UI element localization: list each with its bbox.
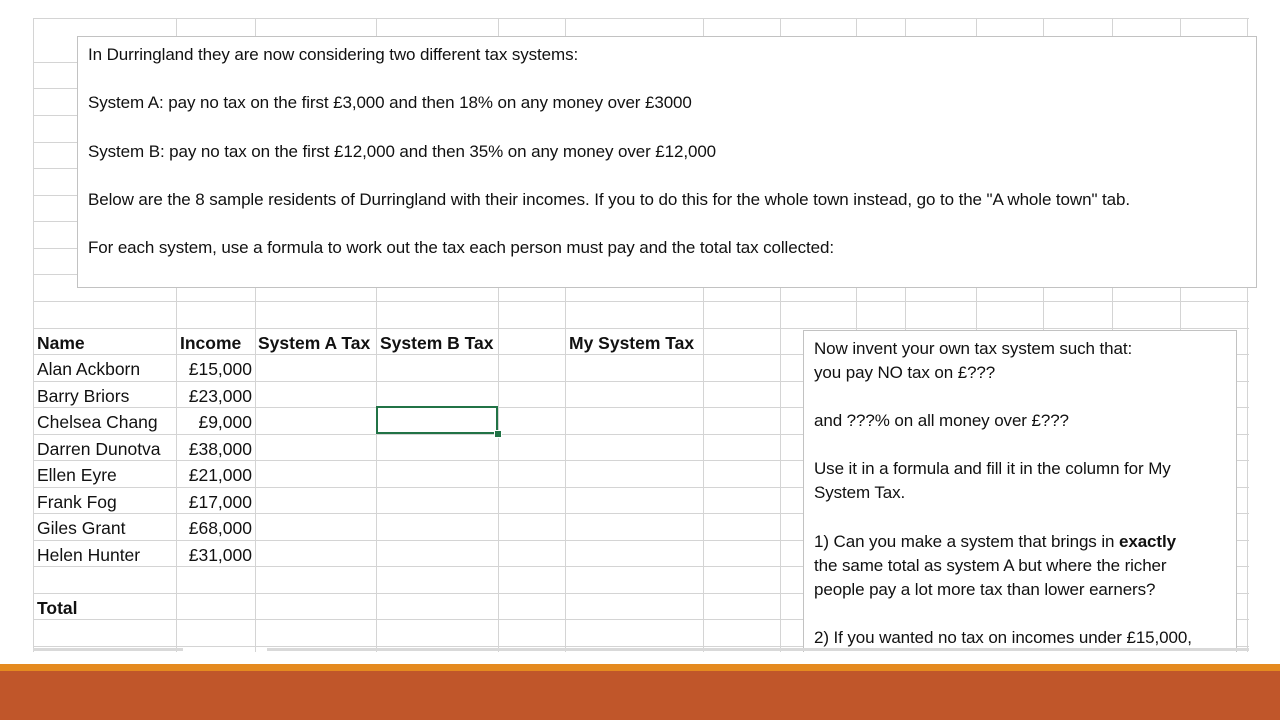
cell-name[interactable]: Barry Briors — [37, 386, 130, 406]
cell-income[interactable]: £21,000 — [188, 465, 252, 485]
question-line: the same total as system A but where the richer — [814, 556, 1167, 575]
cell-name[interactable]: Chelsea Chang — [37, 412, 158, 432]
cell-income[interactable]: £9,000 — [198, 412, 252, 432]
question-line: you pay NO tax on £??? — [814, 363, 996, 382]
cell-name[interactable]: Frank Fog — [37, 492, 117, 512]
question-line: people pay a lot more tax than lower earners? — [814, 580, 1156, 599]
intro-line-system-a: System A: pay no tax on the first £3,000 and then 18% on any money over £3000 — [88, 93, 692, 112]
intro-textbox[interactable] — [77, 36, 1257, 288]
scroll-edge — [33, 648, 183, 651]
gridline — [33, 301, 1249, 302]
fill-handle[interactable] — [494, 430, 502, 438]
question-line-2: 2) If you wanted no tax on incomes under £15,000, — [814, 628, 1192, 647]
questions-textbox[interactable] — [803, 330, 1237, 652]
cell-name[interactable]: Ellen Eyre — [37, 465, 117, 485]
intro-line-system-b: System B: pay no tax on the first £12,000 and then 35% on any money over £12,000 — [88, 142, 717, 161]
intro-line-1: In Durringland they are now considering two different tax systems: — [88, 45, 579, 64]
cell-name[interactable]: Darren Dunotva — [37, 439, 161, 459]
question-line: and ???% on all money over £??? — [814, 411, 1069, 430]
slide-footer-bar — [0, 671, 1280, 720]
header-system-a-tax[interactable]: System A Tax — [258, 333, 371, 353]
emphasis-exactly: exactly — [1118, 532, 1176, 551]
question-line: Use it in a formula and fill it in the column for My — [814, 459, 1171, 478]
question-line: System Tax. — [814, 483, 906, 502]
header-income[interactable]: Income — [180, 333, 242, 353]
gridline — [33, 18, 34, 652]
scroll-edge — [267, 648, 1249, 651]
cell-income[interactable]: £68,000 — [188, 518, 252, 538]
header-my-system-tax[interactable]: My System Tax — [569, 333, 695, 353]
cell-income[interactable]: £31,000 — [188, 545, 252, 565]
selected-cell[interactable] — [376, 406, 498, 434]
slide-accent-bar — [0, 664, 1280, 671]
gridline — [33, 328, 1249, 329]
cell-name[interactable]: Alan Ackborn — [37, 359, 141, 379]
question-text: 1) Can you make a system that brings in — [814, 532, 1119, 551]
cell-name[interactable]: Giles Grant — [37, 518, 126, 538]
header-system-b-tax[interactable]: System B Tax — [380, 333, 494, 353]
cell-income[interactable]: £23,000 — [188, 386, 252, 406]
cell-income[interactable]: £17,000 — [188, 492, 252, 512]
header-name[interactable]: Name — [37, 333, 85, 353]
cell-name[interactable]: Helen Hunter — [37, 545, 141, 565]
intro-line-instructions: For each system, use a formula to work out the tax each person must pay and the total tax collected: — [88, 238, 834, 257]
cell-income[interactable]: £38,000 — [188, 439, 252, 459]
intro-line-residents: Below are the 8 sample residents of Durringland with their incomes. If you to do this for the whole town instead, go to the "A whole town" tab. — [88, 190, 1130, 209]
total-label[interactable]: Total — [37, 598, 78, 618]
cell-income[interactable]: £15,000 — [188, 359, 252, 379]
question-line-1 — [814, 532, 1176, 552]
gridline — [33, 18, 1249, 19]
question-line: Now invent your own tax system such that: — [814, 339, 1133, 358]
